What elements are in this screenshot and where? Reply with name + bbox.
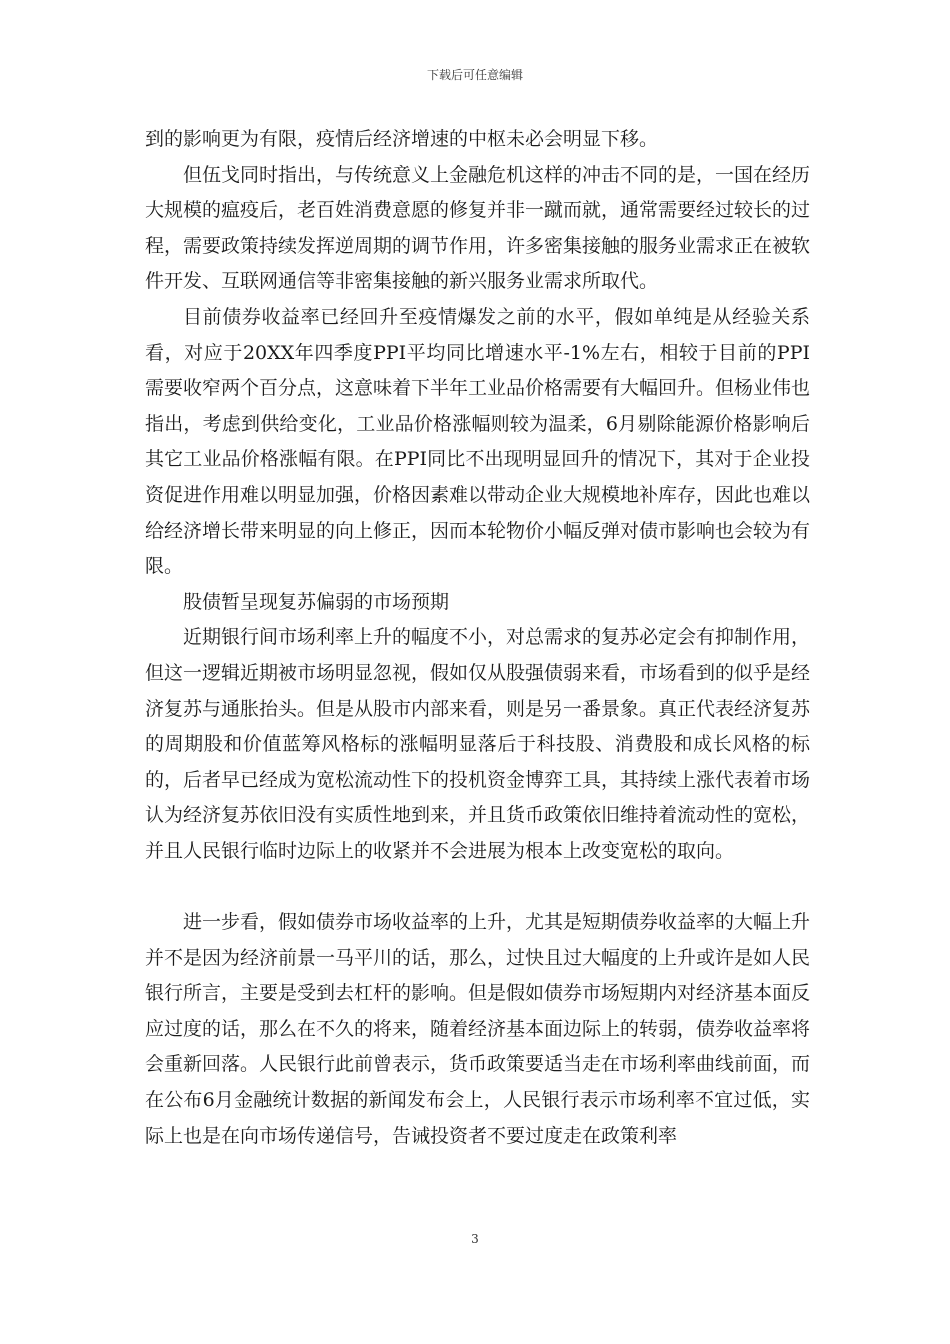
section-heading: 股债暂呈现复苏偏弱的市场预期 — [183, 590, 450, 613]
page-number: 3 — [471, 1232, 479, 1246]
paragraph-wu-ge: 但伍戈同时指出，与传统意义上金融危机这样的冲击不同的是，一国在经历大规模的瘟疫后，老百姓消费意愿的修复并非一蹴而就，通常需要经过较长的过程，需要政策持续发挥逆周期的调节作用，许多密集接触的服务业需求正在被软件开发、互联网通信等非密集接触的新兴服务业需求所取代。 — [145, 163, 811, 293]
page-header: 下载后可任意编辑 — [426, 68, 523, 82]
paragraph-continuation: 到的影响更为有限，疫情后经济增速的中枢未必会明显下移。 — [145, 128, 659, 150]
paragraph-interbank-rate: 近期银行间市场利率上升的幅度不小，对总需求的复苏必定会有抑制作用，但这一逻辑近期被市场明显忽视，假如仅从股强债弱来看，市场看到的似乎是经济复苏与通胀抬头。但是从股市内部来看，则是另一番景象。真正代表经济复苏的周期股和价值蓝筹风格标的涨幅明显落后于科技股、消费股和成长风格的标的，后者早已经成为宽松流动性下的投机资金博弈工具，其持续上涨代表着市场认为经济复苏依旧没有实质性地到来，并且货币政策依旧维持着流动性的宽松，并且人民银行临时边际上的收紧并不会进展为根本上改变宽松的取向。 — [145, 626, 811, 862]
document-body — [145, 122, 810, 1154]
paragraph-further-look: 进一步看，假如债券市场收益率的上升，尤其是短期债券收益率的大幅上升并不是因为经济前景一马平川的话，那么，过快且过大幅度的上升或许是如人民银行所言，主要是受到去杠杆的影响。但是假如债券市场短期内对经济基本面反应过度的话，那么在不久的将来，随着经济基本面边际上的转弱，债券收益率将会重新回落。人民银行此前曾表示，货币政策要适当走在市场利率曲线前面，而在公布6月金融统计数据的新闻发布会上，人民银行表示市场利率不宜过低，实际上也是在向市场传递信号，告诫投资者不要过度走在政策利率 — [145, 911, 811, 1147]
paragraph-bond-yield: 目前债券收益率已经回升至疫情爆发之前的水平，假如单纯是从经验关系看，对应于20XX年四季度PPI平均同比增速水平-1%左右，相较于目前的PPI需要收窄两个百分点，这意味着下半年工业品价格需要有大幅回升。但杨业伟也指出，考虑到供给变化，工业品价格涨幅则较为温柔，6月剔除能源价格影响后其它工业品价格涨幅有限。在PPI同比不出现明显回升的情况下，其对于企业投资促进作用难以明显加强，价格因素难以带动企业大规模地补库存，因此也难以给经济增长带来明显的向上修正，因而本轮物价小幅反弹对债市影响也会较为有限。 — [145, 305, 811, 578]
paragraph-spacer — [145, 869, 810, 905]
